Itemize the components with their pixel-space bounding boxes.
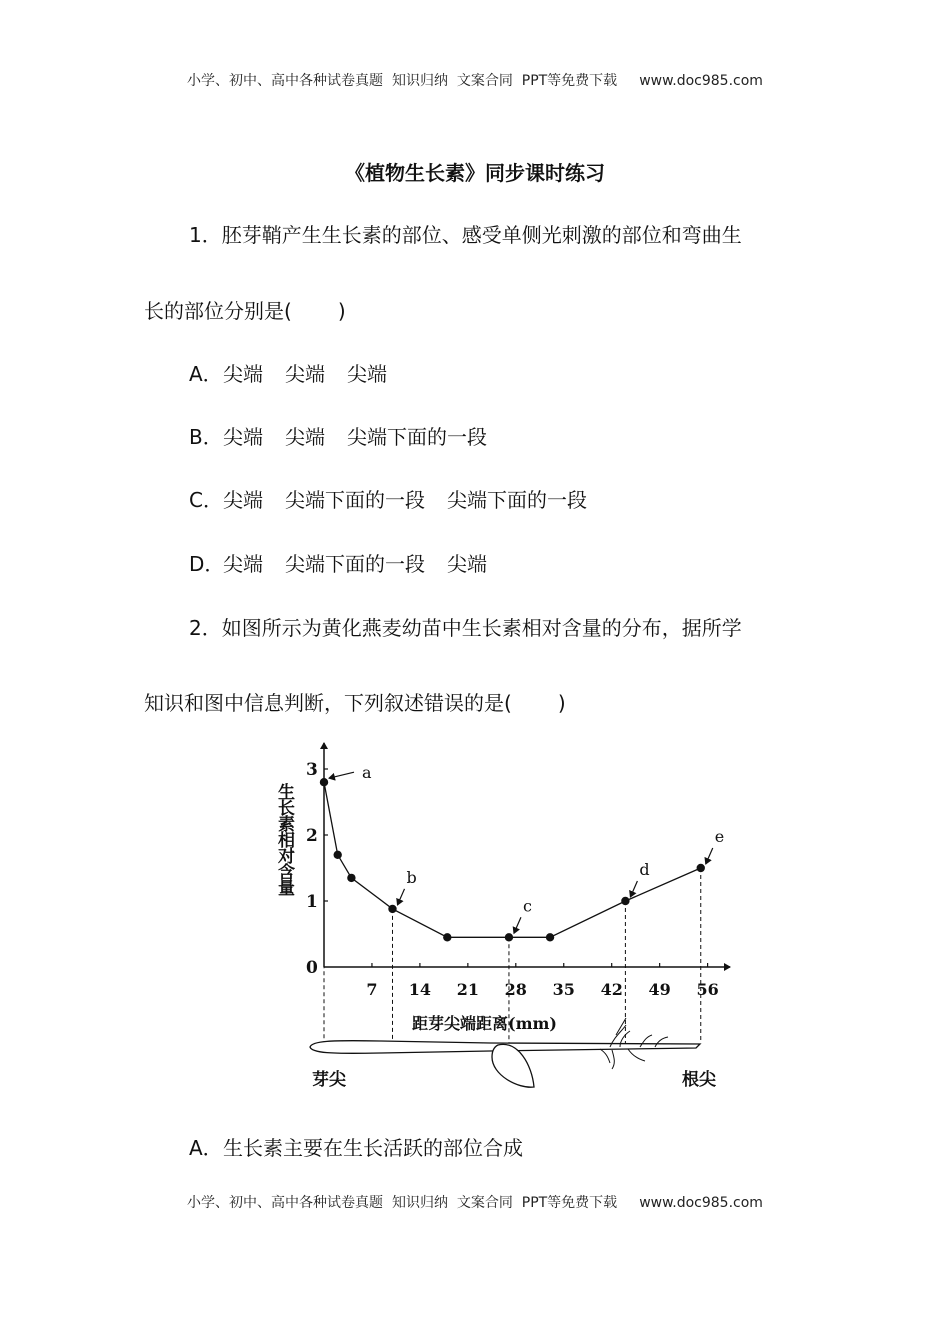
point-label-b: b — [406, 867, 417, 887]
option-part: 尖端 — [223, 488, 263, 512]
data-point — [505, 933, 513, 941]
q1-option-b — [189, 421, 487, 450]
page-footer — [0, 1192, 950, 1212]
x-tick-label: 35 — [552, 980, 575, 999]
q1-option-d — [189, 548, 487, 577]
data-point — [621, 897, 629, 905]
option-letter: D． — [189, 552, 225, 576]
x-tick-label: 56 — [696, 980, 719, 999]
data-point — [388, 905, 396, 913]
page-title: 《植物生长素》同步课时练习 — [345, 161, 605, 185]
option-part: 尖端 — [285, 425, 325, 449]
option-part: 尖端下面的一段 — [447, 488, 587, 512]
x-tick-label: 21 — [456, 980, 479, 999]
option-letter: C． — [189, 488, 223, 512]
option-part: 尖端 — [223, 552, 263, 576]
q1-stem-end: 长的部位分别是( — [144, 299, 292, 323]
x-tick-label: 42 — [600, 980, 623, 999]
q2-line1: 2．如图所示为黄化燕麦幼苗中生长素相对含量的分布，据所学 — [189, 616, 742, 640]
option-part: 尖端下面的一段 — [285, 488, 425, 512]
header-text: 小学、初中、高中各种试卷真题 知识归纳 文案合同 PPT等免费下载 — [187, 73, 618, 89]
page-header — [0, 70, 950, 90]
option-part: 尖端 — [285, 362, 325, 386]
q1-paren-close: ) — [337, 299, 346, 323]
option-part: 尖端 — [347, 362, 387, 386]
point-label-d: d — [639, 860, 650, 879]
y-axis-label: 生长素相对含量 — [274, 783, 294, 895]
option-part: 尖端 — [223, 425, 263, 449]
option-text: 生长素主要在生长活跃的部位合成 — [223, 1136, 523, 1160]
x-axis-label: 距芽尖端距离(mm) — [412, 1014, 558, 1033]
option-letter: A． — [189, 362, 223, 386]
data-point — [334, 851, 342, 859]
q2-stem-end: 知识和图中信息判断，下列叙述错误的是( — [144, 691, 512, 715]
y-tick-label: 3 — [306, 760, 318, 780]
q1-line2 — [144, 295, 346, 324]
point-arrow — [514, 917, 521, 933]
y-tick-label: 0 — [306, 958, 318, 978]
q1-line1: 1．胚芽鞘产生生长素的部位、感受单侧光刺激的部位和弯曲生 — [189, 223, 742, 247]
option-part: 尖端 — [223, 362, 263, 386]
data-point — [697, 864, 705, 872]
data-point — [443, 933, 451, 941]
q1-option-c — [189, 484, 587, 513]
option-part: 尖端下面的一段 — [347, 425, 487, 449]
q2-line2 — [144, 687, 566, 716]
header-site[interactable]: www.doc985.com — [639, 73, 763, 89]
x-tick-label: 14 — [408, 980, 432, 999]
point-label-c: c — [522, 896, 532, 916]
data-point — [546, 933, 554, 941]
auxin-distribution-figure — [260, 735, 740, 1100]
y-tick-label: 1 — [306, 892, 318, 912]
q2-paren-close: ) — [557, 691, 566, 715]
point-arrow — [706, 848, 713, 864]
footer-text: 小学、初中、高中各种试卷真题 知识归纳 文案合同 PPT等免费下载 — [187, 1195, 618, 1211]
data-point — [347, 874, 355, 882]
option-letter: A． — [189, 1136, 223, 1160]
root-tip-label: 根尖 — [682, 1070, 716, 1090]
y-tick-label: 2 — [306, 826, 318, 846]
option-part: 尖端 — [447, 552, 487, 576]
option-letter: B． — [189, 425, 223, 449]
x-tick-label: 7 — [366, 980, 378, 999]
option-part: 尖端下面的一段 — [285, 552, 425, 576]
bud-tip-label: 芽尖 — [312, 1070, 346, 1090]
point-label-a: a — [362, 763, 372, 783]
point-label-e: e — [714, 827, 725, 846]
q1-option-a — [189, 358, 387, 387]
point-arrow — [630, 881, 637, 897]
footer-site[interactable]: www.doc985.com — [639, 1195, 763, 1211]
x-tick-label: 49 — [648, 980, 671, 999]
point-arrow — [329, 772, 354, 778]
data-point — [320, 778, 328, 786]
point-arrow — [398, 889, 405, 905]
x-tick-label: 28 — [504, 980, 527, 999]
q2-option-a — [189, 1132, 523, 1161]
